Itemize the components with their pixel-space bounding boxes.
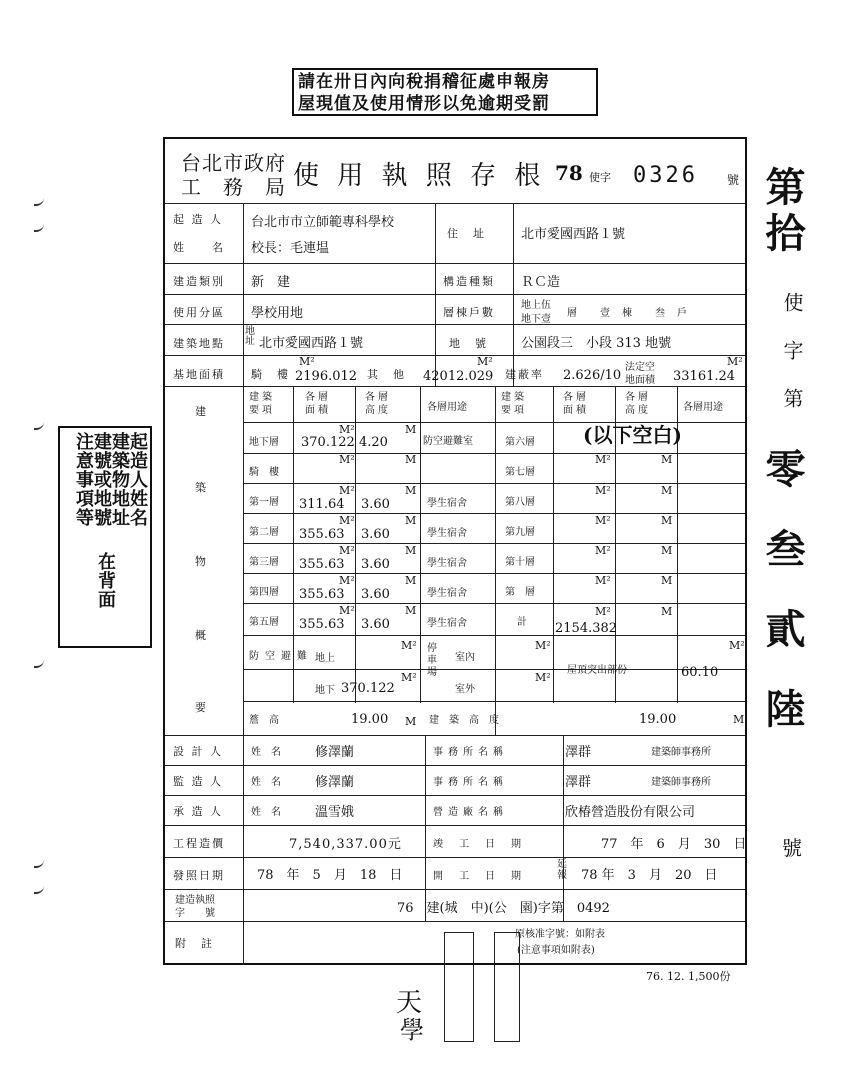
finish-value: 77 年 6 月 30 日	[601, 837, 747, 852]
notice-line-2: 屋現值及使用情形以免逾期受罰	[298, 94, 550, 114]
right-margin-col-2: 使字第	[780, 292, 804, 436]
unit-m: M	[661, 453, 673, 466]
unit-m: M	[661, 484, 673, 497]
side-note-col-4: 注意事項等	[73, 432, 94, 527]
builder-label-2: 姓 名	[173, 241, 225, 254]
floor-use: 學生宿舍	[427, 588, 467, 599]
designer-office-suffix: 建築師事務所	[651, 747, 711, 758]
permit-form	[163, 137, 747, 965]
floor-height: 4.20	[359, 435, 388, 450]
other-value: 42012.029	[423, 369, 494, 384]
legal-label-1: 法定空	[625, 362, 655, 373]
permit-prefix: 使字	[589, 171, 611, 184]
unit-m2: M²	[595, 514, 611, 527]
shelter-down-value: 370.122	[341, 681, 395, 696]
head-use-right: 各層用途	[683, 402, 723, 413]
builder-name-2: 校長：毛連塭	[251, 241, 330, 256]
unit-m2: M²	[535, 671, 551, 684]
floor-use: 防空避難室	[423, 436, 473, 447]
builder-addr-label: 住 址	[447, 227, 486, 240]
floor-use: 學生宿舍	[427, 558, 467, 569]
roof-value: 60.10	[681, 665, 719, 680]
type-value: 新 建	[251, 275, 291, 290]
margin-mark	[34, 222, 44, 232]
supervisor-name-label: 姓 名	[251, 777, 281, 788]
floor-height: 3.60	[361, 617, 390, 632]
bldg-side-3: 物	[195, 555, 208, 568]
arcade-unit: M²	[299, 355, 315, 368]
floor-use: 學生宿舍	[427, 528, 467, 539]
designer-name: 修澤蘭	[315, 745, 355, 760]
floor-name: 第三層	[249, 557, 279, 568]
contractor-firm-label: 營造廠名稱	[433, 807, 508, 818]
head-height-left: 各層 高度	[365, 392, 391, 416]
floor-height: 3.60	[361, 557, 390, 572]
bldg-side-5: 要	[195, 701, 208, 714]
area-label: 基地面積	[173, 368, 225, 381]
floor-name-right: 第 層	[505, 587, 535, 598]
bheight-label: 建 築 高 度	[429, 715, 499, 726]
site-prefix: 地址	[245, 326, 255, 347]
cover-value: 2.626/10	[563, 368, 622, 383]
unit-m: M	[405, 423, 417, 436]
bldg-side-4: 概	[195, 629, 208, 642]
side-note-box	[58, 426, 152, 648]
floor-use: 學生宿舍	[427, 498, 467, 509]
unit-m: M	[405, 544, 417, 557]
start-prefix: 延報	[557, 859, 567, 881]
eave-value: 19.00	[351, 712, 389, 727]
legal-label-2: 地面積	[625, 375, 655, 386]
unit-m2: M²	[339, 453, 355, 466]
unit-m: M	[405, 453, 417, 466]
other-label: 其 他	[367, 368, 406, 381]
side-note-col-2: 建築物地址	[109, 432, 130, 527]
designer-office-label: 事務所名稱	[433, 747, 508, 758]
floor-name: 第二層	[249, 527, 279, 538]
lot-value: 公園段三 小段 313 地號	[521, 336, 672, 351]
unit-m2: M²	[535, 639, 551, 652]
unit-m2: M²	[339, 423, 355, 436]
eave-unit: M	[405, 715, 417, 728]
parking-out: 室外	[455, 684, 475, 695]
cost-value: 7,540,337.00元	[289, 837, 402, 852]
side-note-col-5: 在背面	[95, 552, 116, 609]
finish-label: 竣 工 日 期	[433, 839, 524, 850]
blank-note: (以下空白)	[583, 423, 682, 447]
margin-mark	[34, 884, 44, 894]
legal-unit: M²	[727, 355, 743, 368]
builder-label-1: 起 造 人	[173, 213, 223, 226]
floor-name: 第四層	[249, 587, 279, 598]
side-note-col-1: 起造人姓名	[127, 432, 148, 527]
supervisor-label: 監 造 人	[173, 775, 223, 788]
cost-label: 工程造價	[173, 837, 225, 850]
parking-label: 停車場	[427, 643, 437, 678]
floor-area: 370.122	[301, 435, 355, 450]
builder-addr: 北市愛國西路１號	[521, 227, 626, 242]
site-label: 建築地點	[173, 337, 225, 350]
unit-m: M	[661, 574, 673, 587]
unit-m: M	[405, 484, 417, 497]
floor-name-right: 計	[517, 617, 527, 628]
supervisor-office-suffix: 建築師事務所	[651, 777, 711, 788]
cover-label: 建蔽率	[505, 368, 544, 381]
notes-label: 附 註	[175, 937, 214, 950]
issue-label: 發照日期	[173, 869, 225, 882]
floor-height: 3.60	[361, 497, 390, 512]
contractor-name-label: 姓 名	[251, 807, 281, 818]
shelter-label-1: 防空避難	[249, 651, 313, 662]
margin-mark	[34, 858, 44, 868]
stamp-box	[494, 932, 520, 1042]
unit-m2: M²	[339, 484, 355, 497]
bldg-side-1: 建	[195, 405, 208, 418]
shelter-down: 地下	[315, 685, 335, 696]
stamp-box	[444, 932, 474, 1042]
unit-m: M	[405, 604, 417, 617]
designer-name-label: 姓 名	[251, 747, 281, 758]
floor-area: 311.64	[299, 497, 345, 512]
floors-down: 地下壹	[521, 314, 551, 325]
head-area-left: 各層 面積	[305, 392, 331, 416]
notes-line-1: 原核准字號：如附表	[515, 929, 605, 940]
right-margin-col-4: 號	[782, 836, 802, 860]
start-value: 78 年 3 月 20 日	[581, 868, 718, 883]
supervisor-office: 澤群	[565, 775, 592, 790]
head-area-right: 各層 面積	[563, 392, 589, 416]
floor-name: 地下層	[249, 437, 279, 448]
head-use-left: 各層用途	[427, 402, 467, 413]
arcade-value: 2196.012	[295, 369, 358, 384]
unit-m2: M²	[595, 605, 611, 618]
struct-label: 構造種類	[443, 275, 495, 288]
unit-m2: M²	[339, 604, 355, 617]
supervisor-name: 修澤蘭	[315, 775, 355, 790]
struct-value: ＲＣ造	[521, 275, 561, 290]
arcade-label: 騎 樓	[251, 368, 290, 381]
unit-m2: M²	[401, 671, 417, 684]
unit-m2: M²	[339, 514, 355, 527]
permit-number: 0326	[633, 163, 698, 188]
head-item-left: 建築 要項	[249, 392, 275, 416]
type-label: 建造類別	[173, 275, 225, 288]
floor-name-right: 第十層	[505, 557, 535, 568]
unit-m2: M²	[339, 544, 355, 557]
builder-name-1: 台北市市立師範專科學校	[251, 215, 395, 230]
site-value: 北市愛國西路１號	[259, 336, 364, 351]
notice-box	[292, 68, 598, 116]
unit-m2: M²	[339, 574, 355, 587]
contractor-firm: 欣椿營造股份有限公司	[565, 805, 696, 820]
lot-label: 地 號	[449, 337, 488, 350]
stamp-char-a: 天	[396, 988, 423, 1018]
floors-up: 地上伍	[521, 300, 551, 311]
agency-line-2: 工 務 局	[181, 175, 286, 199]
head-height-right: 各層 高度	[625, 392, 651, 416]
legal-value: 33161.24	[673, 369, 736, 384]
contractor-name: 溫雪娥	[315, 805, 355, 820]
right-margin-col-3: 零叁貳陸	[759, 448, 806, 768]
bldg-side-2: 築	[195, 481, 208, 494]
stamp-char-b: 學	[400, 1016, 424, 1044]
shelter-up: 地上	[315, 653, 335, 664]
notes-line-2: (注意事項如附表)	[517, 945, 595, 956]
floor-name: 騎 樓	[249, 467, 279, 478]
floor-area: 355.63	[299, 527, 345, 542]
floor-height: 3.60	[361, 527, 390, 542]
start-label: 開 工 日 期	[433, 871, 524, 882]
floor-name-right: 第六層	[505, 437, 535, 448]
unit-m2: M²	[595, 544, 611, 557]
unit-m2: M²	[595, 453, 611, 466]
floor-area: 355.63	[299, 587, 345, 602]
form-title: 使 用 執 照 存 根	[293, 161, 546, 191]
floor-height: 3.60	[361, 587, 390, 602]
eave-label: 簷 高	[249, 715, 279, 726]
unit-m: M	[661, 514, 673, 527]
designer-office: 澤群	[565, 745, 592, 760]
margin-mark	[34, 420, 44, 430]
unit-m2: M²	[729, 639, 745, 652]
unit-m2: M²	[595, 484, 611, 497]
floors-label: 層棟戶數	[443, 306, 495, 319]
unit-m: M	[661, 544, 673, 557]
permit-year: 78	[555, 161, 583, 185]
bheight-unit: M	[733, 713, 745, 726]
right-margin-col-1: 第拾	[759, 166, 806, 258]
permit-value: 76 建(城 中)(公 園)字第 0492	[397, 901, 610, 916]
other-unit: M²	[477, 355, 493, 368]
total-area: 2154.382	[555, 621, 618, 636]
floor-name-right: 第八層	[505, 497, 535, 508]
agency-line-1: 台北市政府	[181, 151, 286, 175]
issue-value: 78 年 5 月 18 日	[257, 868, 403, 883]
bheight-value: 19.00	[639, 712, 677, 727]
contractor-label: 承 造 人	[173, 805, 223, 818]
margin-mark	[34, 658, 44, 668]
unit-m: M	[405, 574, 417, 587]
permit-label-2: 字 號	[175, 908, 215, 919]
print-info: 76. 12. 1,500份	[646, 970, 731, 983]
permit-suffix: 號	[727, 173, 740, 187]
floor-area: 355.63	[299, 617, 345, 632]
zone-label: 使用分區	[173, 306, 225, 319]
parking-in: 室內	[455, 652, 475, 663]
floor-name-right: 第九層	[505, 527, 535, 538]
floors-rest: 層 壹 棟 叁 戶	[567, 308, 688, 319]
floor-name: 第五層	[249, 617, 279, 628]
roof-label: 屋頂突出部份	[567, 665, 627, 676]
supervisor-office-label: 事務所名稱	[433, 777, 508, 788]
head-item-right: 建築 要項	[501, 392, 527, 416]
unit-m: M	[661, 605, 673, 618]
floor-name-right: 第七層	[505, 467, 535, 478]
unit-m: M	[405, 514, 417, 527]
margin-mark	[34, 196, 44, 206]
floor-area: 355.63	[299, 557, 345, 572]
zone-value: 學校用地	[251, 306, 304, 321]
designer-label: 設 計 人	[173, 745, 223, 758]
floor-use: 學生宿舍	[427, 618, 467, 629]
unit-m2: M²	[595, 574, 611, 587]
unit-m2: M²	[401, 639, 417, 652]
side-note-col-3: 建號或地號	[91, 432, 112, 527]
floor-name: 第一層	[249, 497, 279, 508]
permit-label-1: 建造執照	[175, 895, 215, 906]
notice-line-1: 請在卅日內向稅捐稽征處申報房	[298, 72, 550, 92]
